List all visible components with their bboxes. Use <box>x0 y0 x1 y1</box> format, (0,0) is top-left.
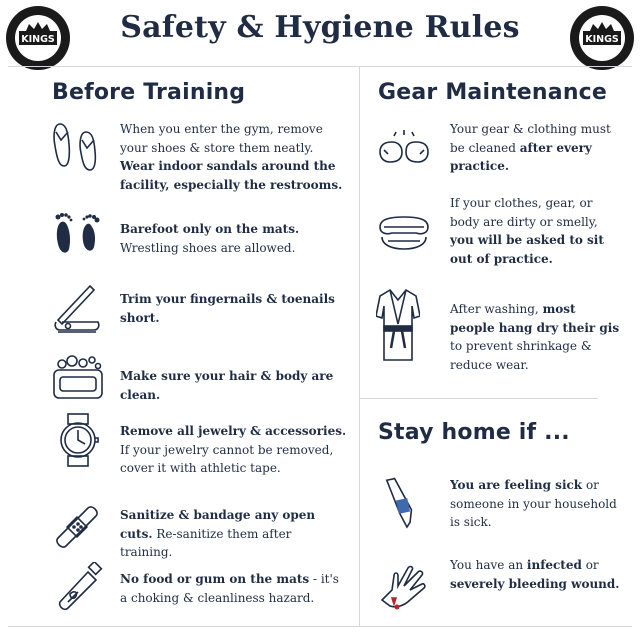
rule-wound: You have an infected or severely bleeding wound. <box>450 558 620 591</box>
title-divider <box>8 66 632 67</box>
column-divider <box>359 66 360 626</box>
rule-jewelry: Remove all jewelry & accessories. If your jewelry cannot be removed, cover it with athletic tape. <box>120 424 347 475</box>
gloves-icon <box>376 124 432 180</box>
rule-food: No food or gum on the mats - it's a choking & cleanliness hazard. <box>120 572 339 605</box>
stay-home-heading: Stay home if ... <box>378 420 570 445</box>
rule-cuts: Sanitize & bandage any open cuts. Re-sanitize them after training. <box>120 508 316 559</box>
bandage-icon <box>50 500 106 556</box>
wounded-hand-icon <box>376 560 432 616</box>
before-training-heading: Before Training <box>52 80 246 105</box>
gear-maintenance-heading: Gear Maintenance <box>378 80 608 105</box>
mouthguard-icon <box>376 205 432 261</box>
rule-barefoot: Barefoot only on the mats. Wrestling shoes are allowed. <box>120 222 300 255</box>
rule-clean: Make sure your hair & body are clean. <box>120 369 334 402</box>
rule-sick: You are feeling sick or someone in your household is sick. <box>450 478 617 529</box>
section-divider <box>360 398 598 399</box>
sandals-icon <box>50 118 106 174</box>
rule-sandals: When you enter the gym, remove your shoes & store them neatly. Wear indoor sandals around the facility, especially the restrooms. <box>120 122 343 192</box>
rule-dirty-gear: If your clothes, gear, or body are dirty or smelly, you will be asked to sit out of practice. <box>450 196 604 266</box>
logo-word: KINGS <box>21 34 55 45</box>
footprints-icon <box>50 205 106 261</box>
page-title: Safety & Hygiene Rules <box>120 10 520 45</box>
rule-clean-gear: Your gear & clothing must be cleaned after every practice. <box>450 122 611 173</box>
rule-hang-dry: After washing, most people hang dry their gis to prevent shrinkage & reduce wear. <box>450 302 620 372</box>
thermometer-icon <box>376 476 432 532</box>
bottom-divider <box>8 626 632 627</box>
sanitizer-icon <box>50 562 106 618</box>
logo-word: KINGS <box>585 34 619 45</box>
nail-clipper-icon <box>50 282 106 338</box>
soap-icon <box>50 350 106 406</box>
gi-icon <box>376 286 420 362</box>
rule-nails: Trim your fingernails & toenails short. <box>120 292 335 325</box>
watch-icon <box>50 412 106 468</box>
